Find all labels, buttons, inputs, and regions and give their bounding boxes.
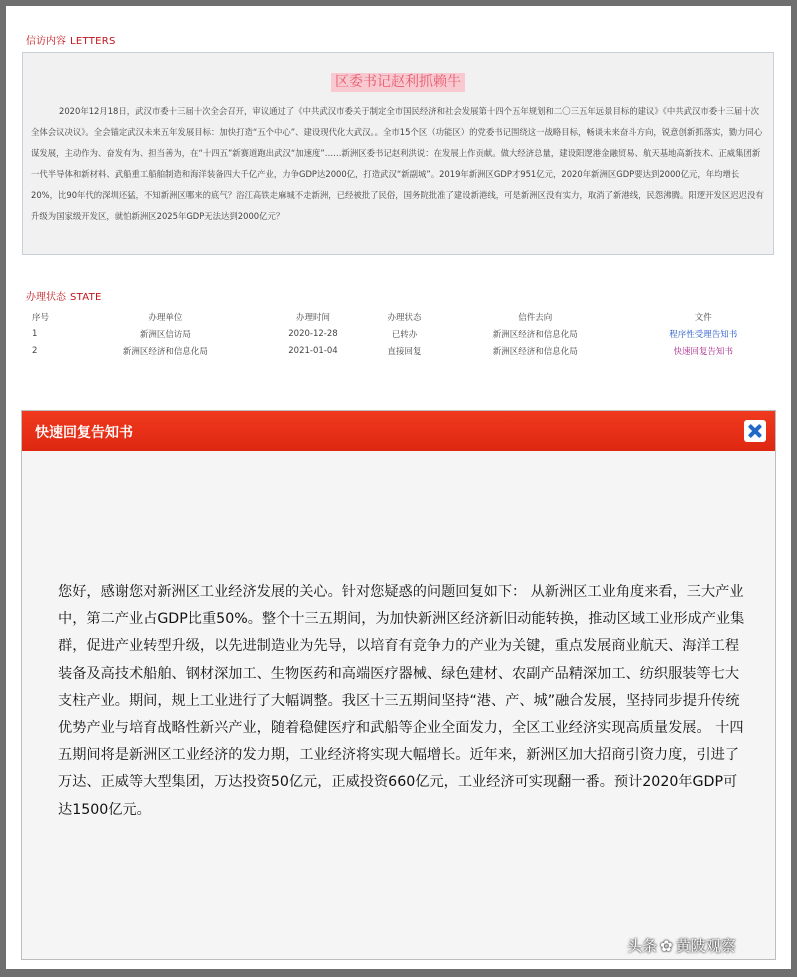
col-header-time: 办理时间	[295, 312, 330, 323]
letters-heading	[23, 71, 773, 92]
row-no: 2	[32, 345, 38, 356]
row-unit: 新洲区信访局	[139, 329, 191, 340]
watermark	[627, 935, 736, 956]
table-row	[26, 342, 778, 359]
state-section-label-en: STATE	[70, 292, 102, 303]
frame-top-edge	[0, 0, 797, 6]
modal-header	[22, 411, 775, 451]
modal-title: 快速回复告知书	[35, 425, 133, 441]
letters-content-box	[22, 52, 774, 255]
frame-right-edge	[791, 0, 797, 977]
quick-reply-modal	[21, 410, 776, 960]
watermark-right-text: 黄陂观察	[675, 937, 736, 955]
col-header-status: 办理状态	[387, 312, 422, 323]
col-header-dest: 信件去向	[518, 312, 553, 323]
watermark-left-text: 头条	[627, 937, 658, 955]
col-header-no: 序号	[32, 312, 50, 323]
letters-section-label: 信访内容	[26, 36, 66, 47]
file-link-quick-reply-notice[interactable]: 快速回复告知书	[673, 346, 734, 357]
col-header-unit: 办理单位	[148, 312, 183, 323]
col-header-file: 文件	[694, 312, 712, 323]
letters-body-text: 2020年12月18日，武汉市委十三届十次全会召开，审议通过了《中共武汉市委关于制定全市国民经济和社会发展第十四个五年规划和二〇三五年远景目标的建议》《中共武汉市委十三届十次全体会议决议》。全会锚定武汉未来五年发展目标：加快打造“五个中心”、建设现代化大武汉。。全市15个区（功能区）的党委书记围绕这一战略目标，畅谈未来奋斗方向，锐意创新抓落实，勠力同心谋发展，主动作为、奋发有为、担当善为，在“十四五”新赛道跑出武汉“加速度”……新洲区委书记赵利洪说：在发展上作贡献。做大经济总量，建设阳逻港金融贸易、航天基地高新技术、正威集团新一代半导体和新材料、武船重工船舶制造和海洋装备四大千亿产业，力争GDP达2000亿，打造武汉“新副城”。2019年新洲区GDP才951亿元，2020年新洲区GDP要达到2000亿元，年均增长20%，比90年代的深圳还猛，不知新洲区哪来的底气？浴江高铁走麻城不走新洲，已经被批了民俗，国务院批准了建设新港线，可是新洲区没有实力，取消了新港线，民怨沸腾。阳逻开发区迟迟没有升级为国家级开发区，就怕新洲区2025年GDP无法达到2000亿元？	[31, 106, 764, 221]
row-unit: 新洲区经济和信息化局	[122, 346, 208, 357]
state-table-header-row	[26, 308, 778, 325]
row-status: 直接回复	[387, 346, 422, 357]
modal-body-text: 您好，感谢您对新洲区工业经济发展的关心。针对您疑惑的问题回复如下： 从新洲区工业角度来看，三大产业中，第二产业占GDP比重50%。整个十三五期间，为加快新洲区经济新旧动能转换，推动区域工业形成产业集群，促进产业转型升级，以先进制造业为先导，以培育有竞争力的产业为关键，重点发展商业航天、海洋工程装备及高技术船舶、钢材深加工、生物医药和高端医疗器械、绿色建材、农副产品精深加工、纺织服装等七大支柱产业。期间，规上工业进行了大幅调整。我区十三五期间坚持“港、产、城”融合发展，坚持同步提升传统优势产业与培育战略性新兴产业，随着稳健医疗和武船等企业全面发力，全区工业经济实现高质量发展。 十四五期间将是新洲区工业经济的发力期，工业经济将实现大幅增长。近年来，新洲区加大招商引资力度，引进了万达、正威等大型集团，万达投资50亿元，正威投资660亿元，工业经济可实现翻一番。预计2020年GDP可达1500亿元。	[58, 584, 745, 818]
frame-left-edge	[0, 0, 6, 977]
row-time: 2021-01-04	[288, 345, 338, 356]
row-dest: 新洲区经济和信息化局	[492, 346, 578, 357]
table-row	[26, 325, 778, 342]
state-table	[26, 308, 778, 359]
state-section-title	[26, 288, 102, 303]
close-icon[interactable]	[744, 420, 766, 442]
letters-heading-text: 区委书记赵利抓赖牛	[331, 73, 465, 92]
file-link-procedural-notice[interactable]: 程序性受理告知书	[669, 329, 738, 340]
row-status: 已转办	[391, 329, 418, 340]
state-section-label: 办理状态	[26, 292, 66, 303]
wechat-icon: ✿	[660, 937, 673, 955]
letters-section-label-en: LETTERS	[70, 36, 116, 47]
row-dest: 新洲区经济和信息化局	[492, 329, 578, 340]
row-time: 2020-12-28	[288, 328, 338, 339]
frame-bottom-edge	[0, 969, 797, 977]
row-no: 1	[32, 328, 38, 339]
letters-section-title	[26, 32, 116, 47]
